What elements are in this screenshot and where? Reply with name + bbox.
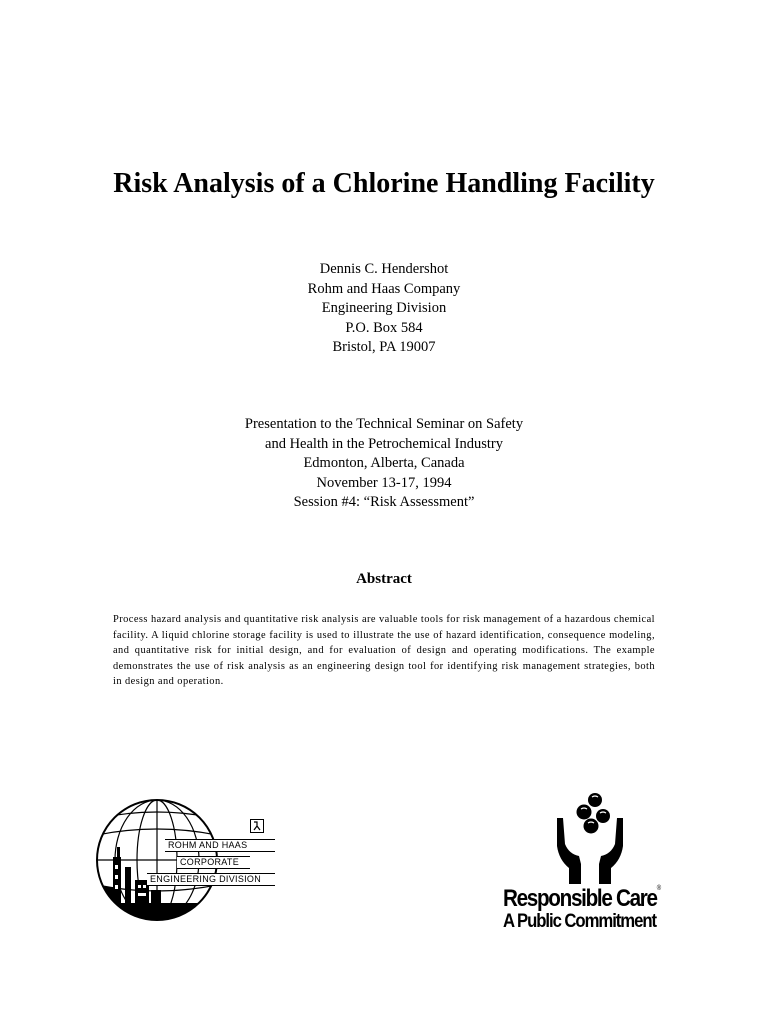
author-company: Rohm and Haas Company bbox=[307, 280, 461, 297]
rohm-haas-division: ENGINEERING DIVISION bbox=[147, 873, 275, 886]
author-name: Dennis C. Hendershot bbox=[319, 261, 449, 277]
venue-block bbox=[0, 415, 768, 513]
rohm-haas-corporate: CORPORATE bbox=[177, 856, 250, 869]
abstract-body: Process hazard analysis and quantitative risk analysis are valuable tools for risk management of a hazardous chemical facility. A liquid chlorine storage facility is used to illustrate the use of hazard identification, consequence modeling, and quantitative risk for initial design, and for evaluation of design and operating modifications. The example demonstrates the use of risk analysis as an engineering design tool for identifying risk management strategies, both in design and operation. bbox=[113, 614, 655, 688]
rohm-haas-logo bbox=[95, 795, 280, 925]
author-division: Engineering Division bbox=[321, 300, 447, 316]
rohm-haas-mark-icon bbox=[250, 819, 264, 833]
author-po-box: P.O. Box 584 bbox=[345, 319, 423, 336]
hands-and-molecules-icon bbox=[555, 788, 625, 888]
abstract-heading: Abstract bbox=[356, 571, 412, 587]
rohm-haas-banner bbox=[147, 839, 275, 890]
rohm-haas-name: ROHM AND HAAS bbox=[165, 839, 275, 852]
venue-session: Session #4: “Risk Assessment” bbox=[293, 494, 475, 510]
responsible-care-name: Responsible Care bbox=[503, 885, 657, 912]
responsible-care-tagline: A Public Commitment bbox=[503, 911, 657, 932]
venue-dates: November 13-17, 1994 bbox=[316, 474, 452, 491]
responsible-care-wordmark bbox=[503, 885, 661, 913]
author-block bbox=[0, 260, 768, 358]
venue-location: Edmonton, Alberta, Canada bbox=[303, 455, 465, 471]
trademark-mark: ® bbox=[656, 885, 662, 892]
paper-title: Risk Analysis of a Chlorine Handling Facility bbox=[113, 168, 655, 199]
responsible-care-logo bbox=[500, 788, 685, 938]
author-city: Bristol, PA 19007 bbox=[332, 339, 436, 355]
venue-line-1: Presentation to the Technical Seminar on Safety bbox=[244, 416, 524, 432]
venue-line-2: and Health in the Petrochemical Industry bbox=[265, 435, 503, 452]
